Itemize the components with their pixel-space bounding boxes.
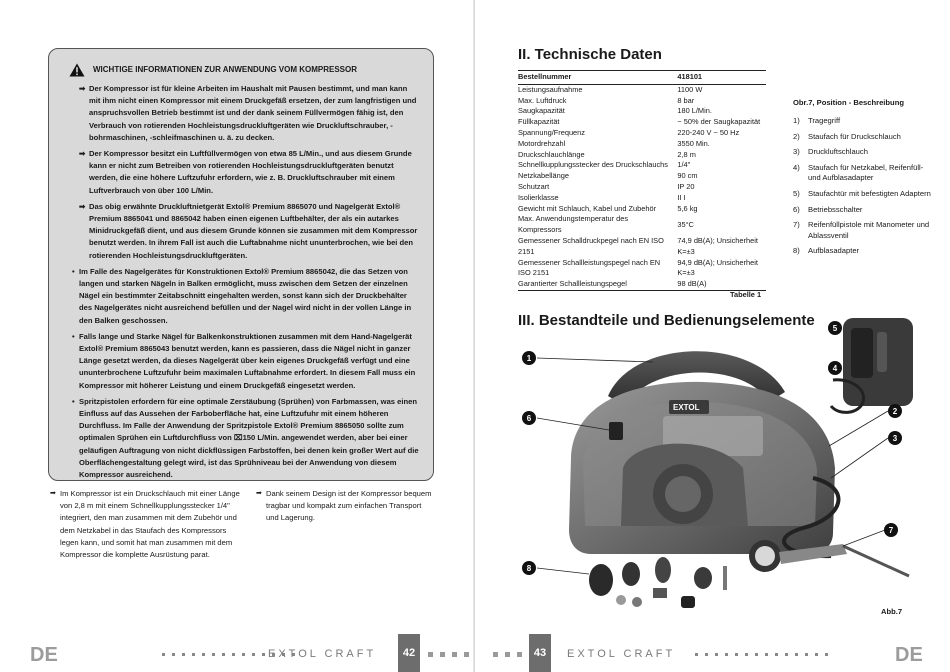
footer-left bbox=[0, 634, 475, 672]
footer-dots bbox=[493, 651, 534, 657]
callout-8 bbox=[522, 561, 536, 575]
language-code: DE bbox=[895, 644, 923, 666]
page-number: 42 bbox=[398, 634, 420, 672]
bullet-icon: • bbox=[72, 396, 75, 406]
item-number: 1) bbox=[793, 116, 800, 125]
spec-table bbox=[518, 70, 766, 291]
spec-label: Motordrehzahl bbox=[518, 138, 566, 148]
svg-text:3: 3 bbox=[892, 434, 898, 443]
figure-caption: Abb.7 bbox=[881, 607, 903, 616]
spec-value: 1/4" bbox=[677, 160, 691, 170]
product-logo: EXTOL bbox=[673, 403, 700, 412]
warning-paragraph: ➡ Der Kompressor besitzt ein Luftfüllvermögen von etwa 85 L/Min., und aus diesem Grunde kann er nicht zum Betreiben von rotierenden Hochleistungsdruckluftgeräten benutzt werden, die eine höhere Luftzufuhr erfordern, wie z. B. Druckluftschrauber mit einem Luftverbrauch von über 100 L/Min. bbox=[79, 149, 412, 195]
table-row bbox=[518, 150, 766, 161]
callout-5 bbox=[828, 321, 842, 335]
table-row bbox=[518, 128, 766, 139]
table-row bbox=[518, 84, 766, 95]
item-label: Tragegriff bbox=[808, 116, 841, 125]
spec-value: 94,9 dB(A); Unsicherheit K=±3 bbox=[677, 257, 758, 278]
spec-label: Gewicht mit Schlauch, Kabel und Zubehör bbox=[518, 203, 657, 213]
warning-paragraph: ➡ Der Kompressor ist für kleine Arbeiten im Haushalt mit Pausen bestimmt, und man kann mit ihm nicht einen Kompressor mit einem Druckgefäß ersetzen, der zum langfristigen und anspruchsvollen Betrieb bestimmt ist und der dank seinem Füllvermögen fähig ist, den Verbrauch von rotierenden Hochleistungsdruckluftgeräten wie Druckluftschrauber, -bohrmaschinen, -schleifmaschinen u. ä. zu decken. bbox=[79, 84, 417, 142]
callout-6 bbox=[522, 411, 536, 425]
list-item bbox=[793, 220, 933, 241]
table-header: Bestellnummer 418101 bbox=[518, 71, 766, 85]
positions-heading: Obr.7, Position - Beschreibung bbox=[793, 98, 904, 107]
page-number: 43 bbox=[529, 634, 551, 672]
table-row bbox=[518, 117, 766, 128]
spec-label: Füllkapazität bbox=[518, 117, 560, 127]
table-caption: Tabelle 1 bbox=[730, 290, 762, 299]
spec-value: II I bbox=[677, 192, 686, 202]
svg-text:8: 8 bbox=[526, 564, 532, 573]
warning-triangle-icon bbox=[69, 63, 85, 77]
svg-text:2: 2 bbox=[892, 407, 898, 416]
warning-header bbox=[69, 63, 419, 77]
spec-label: Druckschlauchlänge bbox=[518, 149, 585, 159]
table-row bbox=[518, 204, 766, 215]
callout-2 bbox=[888, 404, 902, 418]
spec-label: Leistungsaufnahme bbox=[518, 84, 583, 94]
spec-value: 8 bar bbox=[677, 95, 695, 105]
spec-value: 74,9 dB(A); Unsicherheit K=±3 bbox=[677, 235, 758, 256]
item-number: 3) bbox=[793, 147, 800, 157]
table-row bbox=[518, 106, 766, 117]
spec-label: Schutzart bbox=[518, 181, 550, 191]
svg-text:5: 5 bbox=[832, 324, 838, 333]
svg-text:7: 7 bbox=[888, 526, 894, 535]
list-item bbox=[793, 205, 933, 216]
warning-paragraph: ➡ Das obig erwähnte Druckluftnietgerät Extol® Premium 8865070 und Nagelgerät Extol® Premium 8865041 und 8865042 haben einen eigenen Luftbehälter, der als ein autarkes Minidruckgefäß dient, und aus diesem Grunde können sie zusammen mit dem Kompressor benutzt werden. In ihrem Fall ist auch die Luftabnahme nicht ununterbrochen, wie bei den rotierenden Hochleistungsdruckluftgeräten. bbox=[79, 201, 418, 260]
svg-text:6: 6 bbox=[526, 414, 532, 423]
spec-value: 1100 W bbox=[677, 84, 703, 94]
spec-value: 220-240 V ~ 50 Hz bbox=[677, 127, 740, 137]
spec-label: Max. Luftdruck bbox=[518, 95, 567, 105]
spec-value: IP 20 bbox=[677, 181, 695, 191]
table-row bbox=[518, 96, 766, 107]
list-item bbox=[793, 163, 933, 184]
language-code: DE bbox=[30, 644, 58, 666]
brand-logo: EXTOL CRAFT bbox=[268, 648, 377, 660]
list-item bbox=[793, 132, 933, 143]
positions-list bbox=[793, 116, 933, 262]
spec-value: 90 cm bbox=[677, 171, 698, 181]
compressor-illustration bbox=[513, 318, 933, 618]
list-item bbox=[793, 246, 933, 257]
list-item bbox=[793, 116, 933, 127]
table-row bbox=[518, 236, 766, 258]
spec-label: Max. Anwendungstemperatur des Kompressors bbox=[518, 214, 629, 235]
spec-value: 180 L/Min. bbox=[677, 106, 712, 116]
spec-label: Gemessener Schalldruckpegel nach EN ISO 2151 bbox=[518, 235, 664, 256]
spec-value: 3550 Min. bbox=[677, 138, 710, 148]
arrow-right-icon: ➡ bbox=[79, 201, 86, 211]
table-row bbox=[518, 160, 766, 171]
spec-label: Garantierter Schallleistungspegel bbox=[518, 279, 673, 290]
warning-bullet: • Spritzpistolen erfordern für eine optimale Zerstäubung (Sprühen) von Farbmassen, was einen Einfluss auf das Aussehen der Farboberfläche hat, eine Luftzufuhr mit einem höheren Durchfluss. Im Falle der Anwendung der Spritzpistole Extol® Premium 8865050 sollte zum optimalen Sprühen ein Luftdurchfluss von ⌧150 L/Min. angewendet werden, aber bei einer geläufigen Auftragung von nicht dickflüssigen Farbstoffen, bei denen kein großer Wert auf die Oberflächengestaltung gelegt wird, ist das Sprühniveau bei der Anwendung von diesem Kompressor ausreichend. bbox=[72, 396, 419, 480]
spec-label: Isolierklasse bbox=[518, 192, 559, 202]
spec-label: Saugkapazität bbox=[518, 106, 565, 116]
table-row bbox=[518, 279, 766, 290]
item-number: 2) bbox=[793, 131, 800, 141]
arrow-right-icon: ➡ bbox=[79, 84, 86, 93]
footer-dots bbox=[695, 651, 828, 657]
spec-value: 35°C bbox=[677, 219, 694, 229]
item-label: Betriebsschalter bbox=[808, 204, 863, 214]
warning-bullet: • Falls lange und Starke Nägel für Balkenkonstruktionen zusammen mit dem Hand-Nagelgerät Extol® Premium 8865043 benutzt werden, kann es passieren, dass die Nägel nicht in ganzer Länge gesetzt werden, da dieses Nagelgerät über kein eigenes Druckgefäß verfügt und eine ununterbrochene Luftzufuhr beim maximalen Luftabnahme erfordert. In diesem Fall muss ein Kompressor mit höherer Leistung und einem Druckgefäß eingesetzt werden. bbox=[72, 331, 416, 390]
list-item bbox=[793, 147, 933, 158]
warning-bullet: • Im Falle des Nagelgerätes für Konstruktionen Extol® Premium 8865042, die das Setzen von langen und starken Nägeln in Balken ermöglicht, muss zwischen dem Setzen der einzelnen Nägel ein bestimmter Zeitabschnitt eingehalten werden, sonst kann sich der Druckbehälter des Nagelgerätes nicht ausreichend befüllen und der Nagel wird nicht in der vollen Länge in den Balken geschossen. bbox=[72, 266, 412, 325]
spec-value: 5,6 kg bbox=[677, 203, 698, 213]
footer-right bbox=[475, 634, 950, 672]
arrow-right-icon: ➡ bbox=[256, 490, 262, 497]
spec-value: ~ 50% der Saugkapazität bbox=[677, 117, 761, 127]
footer-dots bbox=[428, 651, 469, 657]
spec-label: Schnellkupplungsstecker des Druckschlauchs bbox=[518, 160, 668, 170]
callout-3 bbox=[888, 431, 902, 445]
spec-label: Gemessener Schallleistungspegel nach EN ISO 2151 bbox=[518, 257, 661, 278]
table-row bbox=[518, 171, 766, 182]
item-number: 7) bbox=[793, 220, 800, 230]
spec-value: 2,8 m bbox=[677, 149, 696, 159]
spec-value: 98 dB(A) bbox=[673, 279, 766, 290]
item-label: Druckluftschlauch bbox=[808, 147, 868, 157]
table-row bbox=[518, 193, 766, 204]
item-number: 8) bbox=[793, 246, 800, 256]
note-right: ➡ Dank seinem Design ist der Kompressor bequem tragbar und kompakt zum einfachen Transport und Lagerung. bbox=[256, 489, 432, 523]
callout-4 bbox=[828, 361, 842, 375]
item-label: Aufblasadapter bbox=[808, 246, 860, 256]
item-number: 4) bbox=[793, 162, 800, 172]
section-title-components: III. Bestandteile und Bedienungselemente bbox=[518, 312, 815, 329]
callout-7 bbox=[884, 523, 898, 537]
table-row bbox=[518, 214, 766, 236]
warning-box bbox=[48, 48, 434, 481]
item-number: 5) bbox=[793, 188, 800, 198]
table-row bbox=[518, 182, 766, 193]
spec-label: Netzkabellänge bbox=[518, 171, 569, 181]
page-right bbox=[475, 0, 950, 672]
list-item bbox=[793, 189, 933, 200]
warning-title: WICHTIGE INFORMATIONEN ZUR ANWENDUNG VOM KOMPRESSOR bbox=[93, 64, 357, 74]
bullet-icon: • bbox=[72, 331, 75, 341]
bullet-icon: • bbox=[72, 266, 75, 276]
table-row bbox=[518, 258, 766, 280]
table-row bbox=[518, 139, 766, 150]
svg-text:4: 4 bbox=[832, 364, 838, 373]
callout-1 bbox=[522, 351, 536, 365]
section-title-technical-data: II. Technische Daten bbox=[518, 46, 662, 63]
arrow-right-icon: ➡ bbox=[79, 149, 86, 159]
brand-logo: EXTOL CRAFT bbox=[567, 648, 676, 660]
item-label: Staufachtür mit befestigten Adaptern bbox=[808, 188, 931, 198]
item-label: Staufach für Netzkabel, Reifenfüll- und Aufblasadapter bbox=[808, 162, 924, 183]
item-number: 6) bbox=[793, 204, 800, 214]
arrow-right-icon: ➡ bbox=[50, 490, 56, 497]
item-label: Reifenfüllpistole mit Manometer und Ablassventil bbox=[808, 220, 930, 240]
svg-text:1: 1 bbox=[526, 354, 532, 363]
item-label: Staufach für Druckschlauch bbox=[808, 131, 901, 141]
note-left: ➡ Im Kompressor ist ein Druckschlauch mit einer Länge von 2,8 m mit einem Schnellkupplungsstecker 1/4" integriert, den man zusammen mit dem Zubehör und dem Netzkabel in das Staufach des Kompressors legen kann, und somit hat man zusammen mit dem Kompressor die komplette Ausrüstung parat. bbox=[50, 489, 240, 560]
spec-label: Spannung/Frequenz bbox=[518, 127, 585, 137]
